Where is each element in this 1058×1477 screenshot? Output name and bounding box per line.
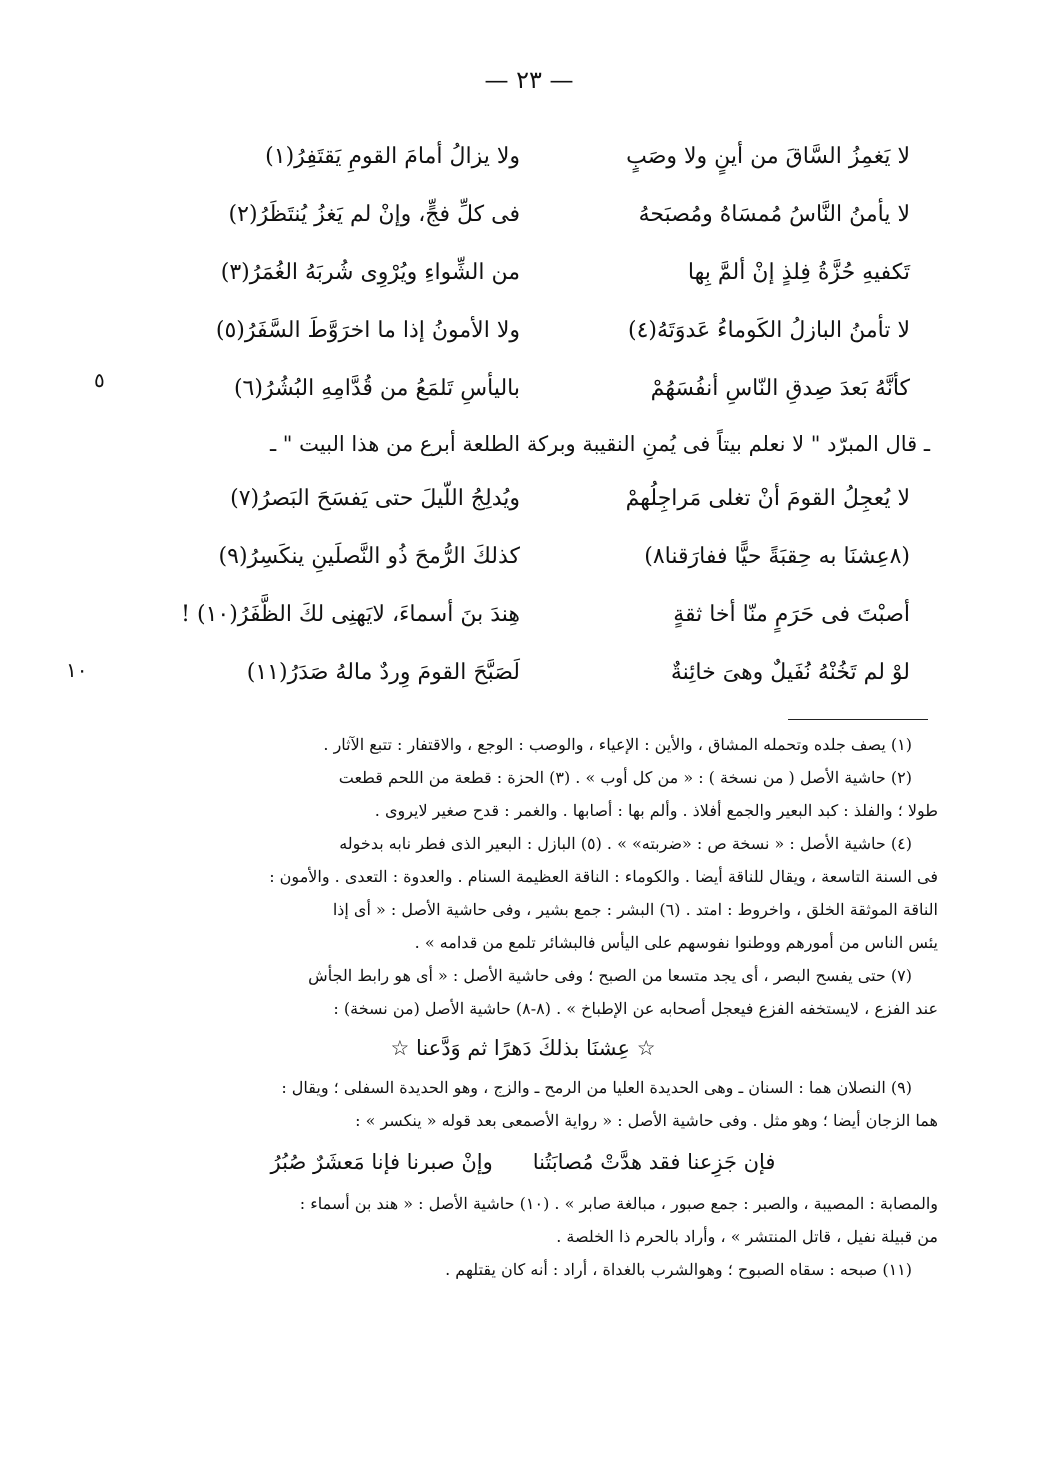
footnote-line: فى السنة التاسعة ، ويقال للناقة أيضا . والكوماء : الناقة العظيمة السنام . والعدوة : التعدى . والأمون : <box>269 867 938 886</box>
footnote-line: طولا ؛ والفلذ : كبد البعير والجمع أفلاذ . وألم بها : أصابها . والغمر : قدح صغير لايروى . <box>374 801 938 820</box>
footnote-line: الناقة الموثقة الخلق ، واخروط : امتد . (٦) البشر : جمع بشير ، وفى حاشية الأصل : « أى إذا <box>332 900 938 919</box>
verse-second-hemistich: ولا يزالُ أمامَ القومِ يَقتَفِرُ(١) <box>265 143 520 169</box>
verse-line <box>150 470 910 528</box>
poem-block <box>150 128 930 702</box>
verse-second-hemistich: فى كلِّ فجٍّ، وإنْ لم يَغزُ يُنتَظَرُ(٢) <box>228 201 520 227</box>
footnote-line: عند الفزع ، لايستخفه الفزع فيعجل أصحابه عن الإطباخ » . (٨-٨) حاشية الأصل (من نسخة) : <box>333 999 938 1018</box>
footnote-verse <box>108 1137 938 1187</box>
verse-line <box>150 244 910 302</box>
verse-line <box>150 128 910 186</box>
verse-first-hemistich: فإن جَزِعنا فقد هدَّتْ مُصابَتُنا <box>532 1150 776 1174</box>
footnote-line: (٧) حتى يفسح البصر ، أى يجد متسعا من الصبح ؛ وفى حاشية الأصل : « أى هو رابط الجأش <box>308 966 912 985</box>
verse-line <box>150 302 910 360</box>
footnote-line: هما الزجان أيضا ؛ وهو مثل . وفى حاشية الأصل : « رواية الأصمعى بعد قوله « ينكسر » : <box>355 1111 938 1130</box>
verse-line <box>150 644 910 702</box>
footnotes-block <box>108 728 938 1286</box>
footnote-line: (٩) النصلان هما : السنان ـ وهى الحديدة العليا من الرمح ـ والزج ، وهو الحديدة السفلى ؛ ويقال : <box>281 1078 912 1097</box>
footnote-variant-hemistich: ☆ عِشنَا بذلكَ دَهرًا ثم وَدَّعنا ☆ <box>390 1036 656 1060</box>
verse-line <box>150 360 910 418</box>
verse-first-hemistich: (٨عِشنَا به حِقبَةً حيًّا ففارَقنا٨) <box>644 543 910 569</box>
verse-first-hemistich: لا يُعجِلُ القومَ أنْ تغلى مَراجِلُهمْ <box>625 485 910 511</box>
verse-first-hemistich: لا يأمنُ النَّاسُ مُمسَاهُ ومُصبَحهُ <box>638 201 910 227</box>
footnote-line: (٢) حاشية الأصل ( من نسخة ) : « من كل أوب » . (٣) الحزة : قطعة من اللحم قطعت <box>338 768 912 787</box>
verse-second-hemistich: باليأسِ تَلمَعُ من قُدَّامِهِ البُشُرُ(٦) <box>233 375 520 401</box>
verse-first-hemistich: أصبْتَ فى حَرَمٍ منّا أخا ثقةٍ <box>673 601 910 627</box>
footnote-divider <box>788 719 928 720</box>
footnote-line: (١١) صبحه : سقاه الصبوح ؛ وهوالشرب بالغداة ، أراد : أنه كان يقتلهم . <box>445 1260 912 1279</box>
footnote-line: (٤) حاشية الأصل : « نسخة ص : «ضربته» » . (٥) البازل : البعير الذى فطر نابه بدخوله <box>339 834 912 853</box>
page-number: — ٢٣ — <box>484 66 574 94</box>
verse-second-hemistich: هِندَ بنَ أسماءَ، لايَهنِى لكَ الظَّفَرُ(١٠) ! <box>181 601 520 627</box>
verse-line <box>150 186 910 244</box>
verse-first-hemistich: لا تأمنُ البازلُ الكَوماءُ عَدوَتَهُ(٤) <box>627 317 910 343</box>
mubarrad-quote: ـ قال المبرّد " لا نعلم بيتاً فى يُمنِ النقيبة وبركة الطلعة أبرع من هذا البيت " ـ <box>269 432 930 456</box>
verse-second-hemistich: ولا الأمونُ إذا ما اخرَوَّطَ السَّفَرُ(٥) <box>215 317 520 343</box>
verse-first-hemistich: تَكفيهِ حُزَّةُ فِلذٍ إنْ ألمَّ بِها <box>687 259 910 285</box>
verse-line <box>150 586 910 644</box>
footnote-line: والمصابة : المصيبة ، والصبر : جمع صبور ، مبالغة صابر » . (١٠) حاشية الأصل : « هند بن أسماء : <box>299 1194 938 1213</box>
verse-second-hemistich: وإنْ صبرنا فإنا مَعشَرٌ صُبُرُ <box>270 1150 493 1174</box>
verse-line <box>150 528 910 586</box>
margin-line-number: ١٠ <box>66 658 88 682</box>
verse-second-hemistich: ويُدلِجُ اللّيلَ حتى يَفسَحَ البَصرُ(٧) <box>230 485 520 511</box>
footnote-line: (١) يصف جلده وتحمله المشاق ، والأين : الإعياء ، والوصب : الوجع ، والاقتفار : تتبع الآثار . <box>323 735 912 754</box>
footnote-line: يئس الناس من أمورهم ووطنوا نفوسهم على اليأس فالبشائر تلمع من قدامه » . <box>414 933 938 952</box>
footnote-line: من قبيلة نفيل ، قاتل المنتشر » ، وأراد بالحرم ذا الخلصة . <box>556 1227 938 1246</box>
verse-second-hemistich: كذلكَ الرُّمحَ ذُو النَّصلَينِ ينكَسِرُ(٩) <box>218 543 520 569</box>
verse-first-hemistich: لوْ لم تَخُنْهُ نُفَيلٌ وهىَ خائِنةٌ <box>670 659 910 685</box>
verse-first-hemistich: لا يَغمِزُ السَّاقَ من أينٍ ولا وصَبٍ <box>626 143 910 169</box>
margin-line-number: ٥ <box>94 368 105 392</box>
verse-second-hemistich: لَصَبَّحَ القومَ وِردٌ مالهُ صَدَرُ(١١) <box>246 659 520 685</box>
verse-second-hemistich: من الشِّواءِ ويُرْوِى شُربَهُ الغُمَرُ(٣) <box>220 259 520 285</box>
verse-first-hemistich: كأنَّهُ بَعدَ صِدقِ النّاسِ أنفُسَهُمْ <box>650 375 910 401</box>
